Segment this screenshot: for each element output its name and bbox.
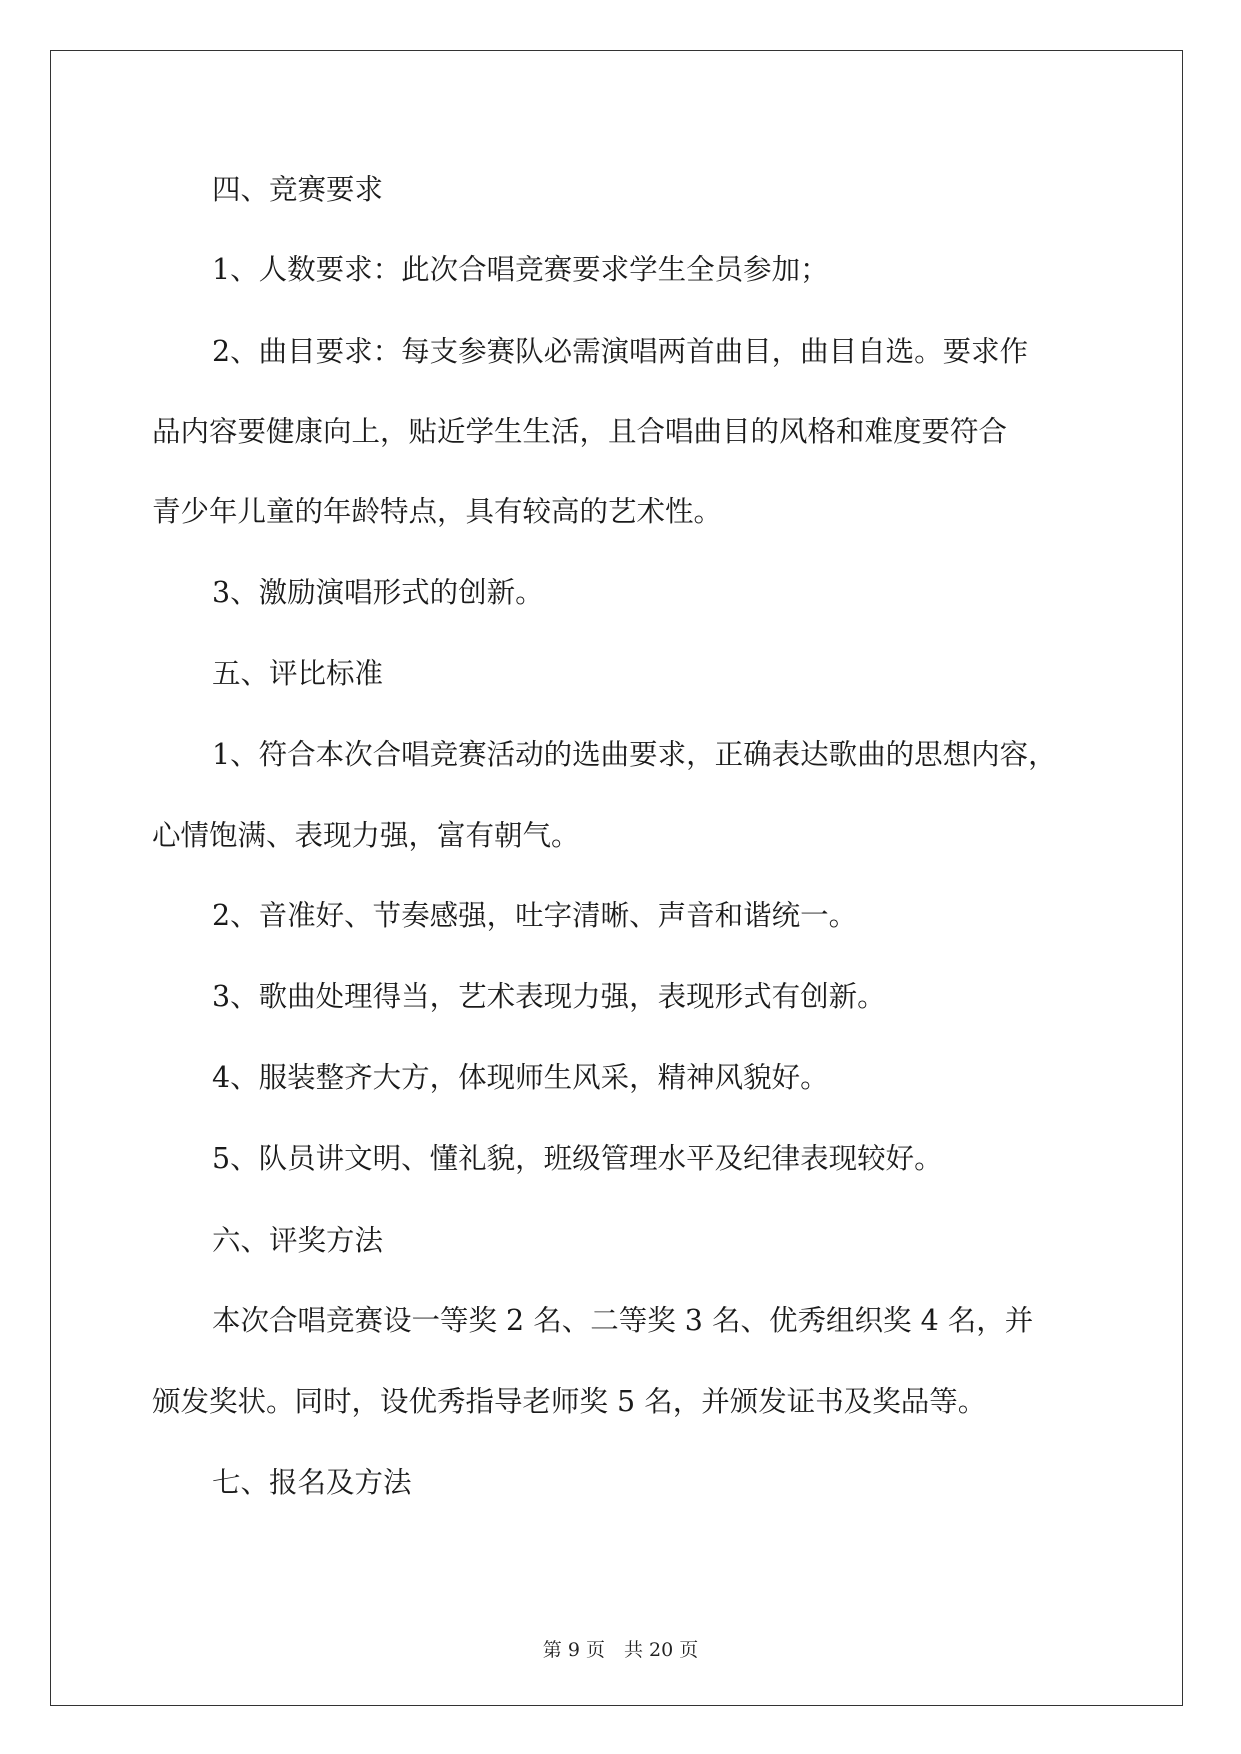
paragraph-line: 2、音准好、节奏感强，吐字清晰、声音和谐统一。 (212, 899, 858, 932)
paragraph-line: 心情饱满、表现力强，富有朝气。 (152, 819, 580, 852)
paragraph-line: 3、歌曲处理得当，艺术表现力强，表现形式有创新。 (212, 980, 886, 1013)
paragraph-line: 青少年儿童的年龄特点，具有较高的艺术性。 (152, 495, 723, 528)
paragraph-line: 2、曲目要求：每支参赛队必需演唱两首曲目，曲目自选。要求作 (212, 335, 1029, 368)
paragraph-line: 3、激励演唱形式的创新。 (212, 576, 544, 609)
page-border (50, 50, 1183, 1706)
section-heading-criteria: 五、评比标准 (212, 657, 384, 690)
paragraph-line: 本次合唱竞赛设一等奖 2 名、二等奖 3 名、优秀组织奖 4 名，并 (212, 1304, 1034, 1337)
page-indicator: 第 9 页 共 20 页 (542, 1639, 699, 1661)
paragraph-line: 1、人数要求：此次合唱竞赛要求学生全员参加； (212, 253, 829, 286)
section-heading-requirements: 四、竞赛要求 (212, 173, 384, 206)
paragraph-line: 1、符合本次合唱竞赛活动的选曲要求，正确表达歌曲的思想内容， (212, 738, 1057, 771)
paragraph-line: 5、队员讲文明、懂礼貌，班级管理水平及纪律表现较好。 (212, 1142, 943, 1175)
section-heading-registration: 七、报名及方法 (212, 1466, 412, 1499)
paragraph-line: 4、服装整齐大方，体现师生风采，精神风貌好。 (212, 1061, 829, 1094)
paragraph-line: 品内容要健康向上，贴近学生生活，且合唱曲目的风格和难度要符合 (152, 415, 1008, 448)
section-heading-awards: 六、评奖方法 (212, 1224, 384, 1257)
paragraph-line: 颁发奖状。同时，设优秀指导老师奖 5 名，并颁发证书及奖品等。 (152, 1385, 987, 1418)
